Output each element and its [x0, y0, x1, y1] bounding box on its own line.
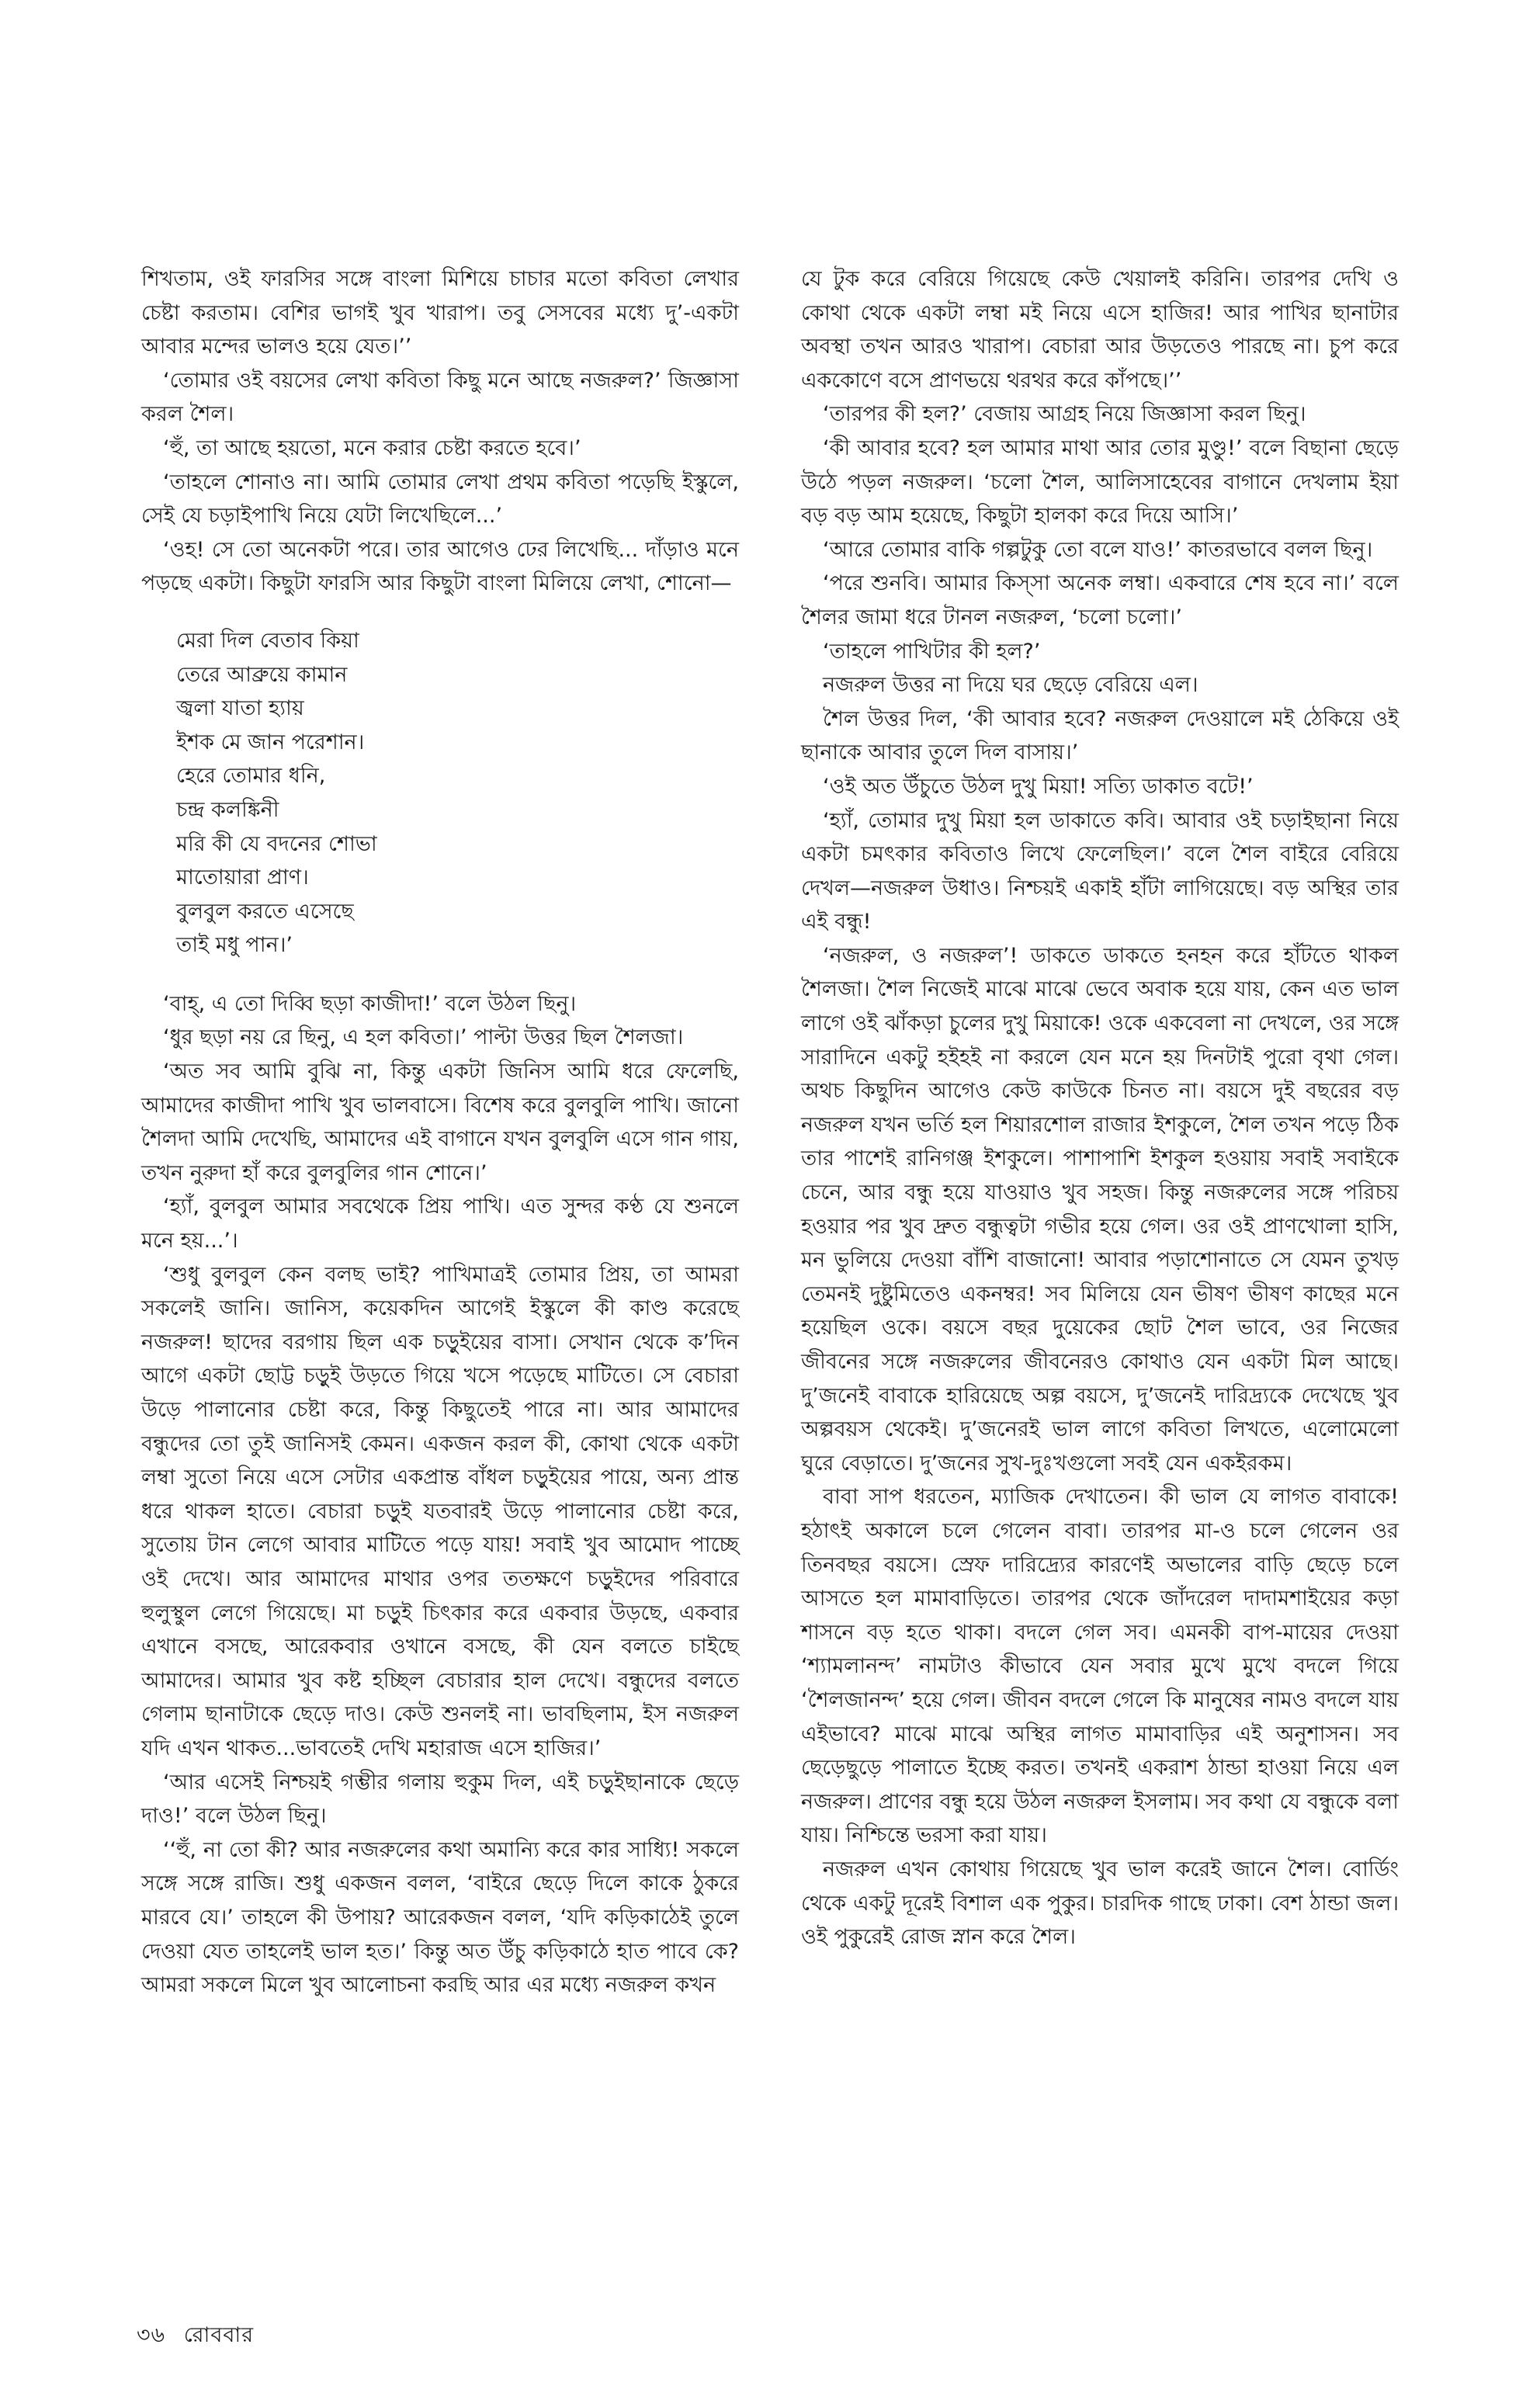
- paragraph: ‘ওহ! সে তো অনেকটা পরে। তার আগেও ঢের লিখেছি... দাঁড়াও মনে পড়ছে একটা। কিছুটা ফারসি আর কিছুটা বাংলা মিলিয়ে লেখা, শোনো—: [141, 537, 739, 596]
- poem-line: মরি কী যে বদনের শোভা: [176, 831, 377, 856]
- poem-line: ইশক মে জান পরেশান।: [176, 730, 365, 754]
- poem-line: চন্দ্র কলঙ্কিনী: [176, 797, 279, 822]
- paragraph: ‘শুধু বুলবুল কেন বলছ ভাই? পাখিমাত্রই তোমার প্রিয়, তা আমরা সকলেই জানি। জানিস, কয়েকদিন আগেই ইস্কুলে কী কাণ্ড করেছে নজরুল! ছাদের বরগায় ছিল এক চড়ুইয়ের বাসা। সেখান থেকে ক’দিন আগে একটা ছোট্ট চড়ুই উড়তে গিয়ে খসে পড়েছে মাটিতে। সে বেচারা উড়ে পালানোর চেষ্টা করে, কিন্তু কিছুতেই পারে না। আর আমাদের বন্ধুদের তো তুই জানিসই কেমন। একজন করল কী, কোথা থেকে একটা লম্বা সুতো নিয়ে এসে সেটার একপ্রান্ত বাঁধল চড়ুইয়ের পায়ে, অন্য প্রান্ত ধরে থাকল হাতে। বেচারা চড়ুই যতবারই উড়ে পালানোর চেষ্টা করে, সুতোয় টান লেগে আবার মাটিতে পড়ে যায়! সবাই খুব আমোদ পাচ্ছে ওই দেখে। আর আমাদের মাথার ওপর ততক্ষণে চড়ুইদের পরিবারে হুলুস্থুল লেগে গিয়েছে। মা চড়ুই চিৎকার করে একবার উড়ছে, একবার এখানে বসছে, আরেকবার ওখানে বসছে, কী যেন বলতে চাইছে আমাদের। আমার খুব কষ্ট হচ্ছিল বেচারার হাল দেখে। বন্ধুদের বলতে গেলাম ছানাটাকে ছেড়ে দাও। কেউ শুনলই না। ভাবছিলাম, ইস নজরুল যদি এখন থাকত...ভাবতেই দেখি মহারাজ এসে হাজির।’: [141, 1262, 740, 1760]
- magazine-name: রোববার: [183, 2323, 255, 2347]
- poem-line: মেরা দিল বেতাব কিয়া: [176, 628, 359, 653]
- paragraph: ‘অত সব আমি বুঝি না, কিন্তু একটা জিনিস আমি ধরে ফেলেছি, আমাদের কাজীদা পাখি খুব ভালবাসে। বিশেষ করে বুলবুলি পাখি। জানো শৈলদা আমি দেখেছি, আমাদের এই বাগানে যখন বুলবুলি এসে গান গায়, তখন নুরুদা হাঁ করে বুলবুলির গান শোনে।’: [141, 1060, 739, 1185]
- poem-line: মাতোয়ারা প্রাণ।: [176, 865, 309, 890]
- page-number: ৩৬: [137, 2323, 166, 2347]
- paragraph: শৈল উত্তর দিল, ‘কী আবার হবে? নজরুল দেওয়ালে মই ঠেকিয়ে ওই ছানাকে আবার তুলে দিল বাসায়।’: [801, 706, 1399, 765]
- paragraph: ‘তারপর কী হল?’ বেজায় আগ্রহ নিয়ে জিজ্ঞাসা করল ছিনু।: [823, 402, 1306, 427]
- paragraph: ‘হুঁ, তা আছে হয়তো, মনে করার চেষ্টা করতে হবে।’: [163, 435, 581, 460]
- page-footer: [137, 2319, 254, 2354]
- paragraph: ‘আর এসেই নিশ্চয়ই গম্ভীর গলায় হুকুম দিল, এই চড়ুইছানাকে ছেড়ে দাও!’ বলে উঠল ছিনু।: [141, 1770, 739, 1829]
- paragraph: ‘ওই অত উঁচুতে উঠল দুখু মিয়া! সত্যি ডাকাত বটে!’: [823, 774, 1254, 799]
- paragraph: শিখতাম, ওই ফারসির সঙ্গে বাংলা মিশিয়ে চাচার মতো কবিতা লেখার চেষ্টা করতাম। বেশির ভাগই খুব খারাপ। তবু সেসবের মধ্যে দু’-একটা আবার মন্দের ভালও হয়ে যেত।’’: [141, 267, 739, 359]
- right-column: [801, 262, 1399, 1954]
- poem-line: বুলবুল করতে এসেছে: [176, 899, 354, 924]
- paragraph: ‘ধুর ছড়া নয় রে ছিনু, এ হল কবিতা।’ পাল্টা উত্তর ছিল শৈলজা।: [163, 1025, 684, 1050]
- paragraph: ‘হ্যাঁ, তোমার দুখু মিয়া হল ডাকাতে কবি। আবার ওই চড়াইছানা নিয়ে একটা চমৎকার কবিতাও লিখে ফেলেছিল।’ বলে শৈল বাইরে বেরিয়ে দেখল—নজরুল উধাও। নিশ্চয়ই একাই হাঁটা লাগিয়েছে। বড় অস্থির তার এই বন্ধু!: [801, 808, 1399, 935]
- paragraph: ‘আরে তোমার বাকি গল্পটুকু তো বলে যাও!’ কাতরভাবে বলল ছিনু।: [823, 537, 1373, 562]
- poem-line: হেরে তোমার ধনি,: [176, 764, 326, 789]
- paragraph: ‘বাহ্, এ তো দিব্বি ছড়া কাজীদা!’ বলে উঠল ছিনু।: [163, 991, 577, 1016]
- paragraph: ‘নজরুল, ও নজরুল’! ডাকতে ডাকতে হনহন করে হাঁটতে থাকল শৈলজা। শৈল নিজেই মাঝে মাঝে ভেবে অবাক হয়ে যায়, কেন এত ভাল লাগে ওই ঝাঁকড়া চুলের দুখু মিয়াকে! ওকে একবেলা না দেখলে, ওর সঙ্গে সারাদিনে একটু হইহই না করলে যেন মনে হয় দিনটাই পুরো বৃথা গেল। অথচ কিছুদিন আগেও কেউ কাউকে চিনত না। বয়সে দুই বছরের বড় নজরুল যখন ভর্তি হল শিয়ারশোল রাজার ইশকুলে, শৈল তখন পড়ে ঠিক তার পাশেই রানিগঞ্জ ইশকুলে। পাশাপাশি ইশকুল হওয়ায় সবাই সবাইকে চেনে, আর বন্ধু হয়ে যাওয়াও খুব সহজ। কিন্তু নজরুলের সঙ্গে পরিচয় হওয়ার পর খুব দ্রুত বন্ধুত্বটা গভীর হয়ে গেল। ওর ওই প্রাণখোলা হাসি, মন ভুলিয়ে দেওয়া বাঁশি বাজানো! আবার পড়াশোনাতে সে যেমন তুখড় তেমনই দুষ্টুমিতেও একনম্বর! সব মিলিয়ে যেন ভীষণ ভীষণ কাছের মনে হয়েছিল ওকে। বয়সে বছর দুয়েকের ছোট শৈল ভাবে, ওর নিজের জীবনের সঙ্গে নজরুলের জীবনেরও কোথাও যেন একটা মিল আছে। দু’জনেই বাবাকে হারিয়েছে অল্প বয়সে, দু’জনেই দারিদ্র্যকে দেখেছে খুব অল্পবয়স থেকেই। দু’জনেরই ভাল লাগে কবিতা লিখতে, এলোমেলো ঘুরে বেড়াতে। দু’জনের সুখ-দুঃখগুলো সবই যেন একইরকম।: [801, 943, 1399, 1476]
- left-column: [141, 262, 739, 2003]
- paragraph: যে টুক করে বেরিয়ে গিয়েছে কেউ খেয়ালই করিনি। তারপর দেখি ও কোথা থেকে একটা লম্বা মই নিয়ে এসে হাজির! আর পাখির ছানাটার অবস্থা তখন আরও খারাপ। বেচারা আর উড়তেও পারছে না। চুপ করে এককোণে বসে প্রাণভয়ে থরথর করে কাঁপছে।’’: [801, 267, 1399, 393]
- paragraph: বাবা সাপ ধরতেন, ম্যাজিক দেখাতেন। কী ভাল যে লাগত বাবাকে! হঠাৎই অকালে চলে গেলেন বাবা। তারপর মা-ও চলে গেলেন ওর তিনবছর বয়সে। স্রেফ দারিদ্র্যের কারণেই অভালের বাড়ি ছেড়ে চলে আসতে হল মামাবাড়িতে। তারপর থেকে জাঁদরেল দাদামশাইয়ের কড়া শাসনে বড় হতে থাকা। বদলে গেল সব। এমনকী বাপ-মায়ের দেওয়া ‘শ্যামলানন্দ’ নামটাও কীভাবে যেন সবার মুখে মুখে বদলে গিয়ে ‘শৈলজানন্দ’ হয়ে গেল। জীবন বদলে গেলে কি মানুষের নামও বদলে যায় এইভাবে? মাঝে মাঝে অস্থির লাগত মামাবাড়ির এই অনুশাসন। সব ছেড়েছুড়ে পালাতে ইচ্ছে করত। তখনই একরাশ ঠান্ডা হাওয়া নিয়ে এল নজরুল। প্রাণের বন্ধু হয়ে উঠল নজরুল ইসলাম। সব কথা যে বন্ধুকে বলা যায়। নিশ্চিন্তে ভরসা করা যায়।: [801, 1485, 1399, 1848]
- paragraph: নজরুল এখন কোথায় গিয়েছে খুব ভাল করেই জানে শৈল। বোর্ডিং থেকে একটু দূরেই বিশাল এক পুকুর। চারদিক গাছে ঢাকা। বেশ ঠান্ডা জল। ওই পুকুরেই রোজ স্নান করে শৈল।: [801, 1857, 1399, 1950]
- paragraph: ‘তাহলে পাখিটার কী হল?’: [823, 639, 1041, 664]
- poem-line: তাই মধু পান।’: [176, 933, 293, 958]
- poem-line: তেরে আব্রুয়ে কামান: [176, 662, 348, 687]
- paragraph: ‘তোমার ওই বয়সের লেখা কবিতা কিছু মনে আছে নজরুল?’ জিজ্ঞাসা করল শৈল।: [141, 368, 739, 427]
- poem-block: [176, 624, 739, 962]
- paragraph: ‘তাহলে শোনাও না। আমি তোমার লেখা প্রথম কবিতা পড়েছি ইস্কুলে, সেই যে চড়াইপাখি নিয়ে যেটা লিখেছিলে...’: [141, 470, 739, 529]
- paragraph: ‘পরে শুনবি। আমার কিস্‌সা অনেক লম্বা। একবারে শেষ হবে না।’ বলে শৈলর জামা ধরে টানল নজরুল, ‘চলো চলো।’: [801, 571, 1399, 629]
- paragraph: ‘হ্যাঁ, বুলবুল আমার সবথেকে প্রিয় পাখি। এত সুন্দর কণ্ঠ যে শুনলে মনে হয়...’।: [141, 1195, 739, 1254]
- poem-line: জ্বলা যাতা হ্যায়: [176, 696, 304, 721]
- paragraph: নজরুল উত্তর না দিয়ে ঘর ছেড়ে বেরিয়ে এল।: [823, 673, 1198, 698]
- paragraph: ‘কী আবার হবে? হল আমার মাথা আর তোর মুণ্ডু!’ বলে বিছানা ছেড়ে উঠে পড়ল নজরুল। ‘চলো শৈল, আলিসাহেবের বাগানে দেখলাম ইয়া বড় বড় আম হয়েছে, কিছুটা হালকা করে দিয়ে আসি।’: [801, 435, 1399, 529]
- paragraph: ‘‘হুঁ, না তো কী? আর নজরুলের কথা অমান্যি করে কার সাধ্যি! সকলে সঙ্গে সঙ্গে রাজি। শুধু একজন বলল, ‘বাইরে ছেড়ে দিলে কাকে ঠুকরে মারবে যে।’ তাহলে কী উপায়? আরেকজন বলল, ‘যদি কড়িকাঠেই তুলে দেওয়া যেত তাহলেই ভাল হত।’ কিন্তু অত উঁচু কড়িকাঠে হাত পাবে কে? আমরা সকলে মিলে খুব আলোচনা করছি আর এর মধ্যে নজরুল কখন: [141, 1837, 739, 1998]
